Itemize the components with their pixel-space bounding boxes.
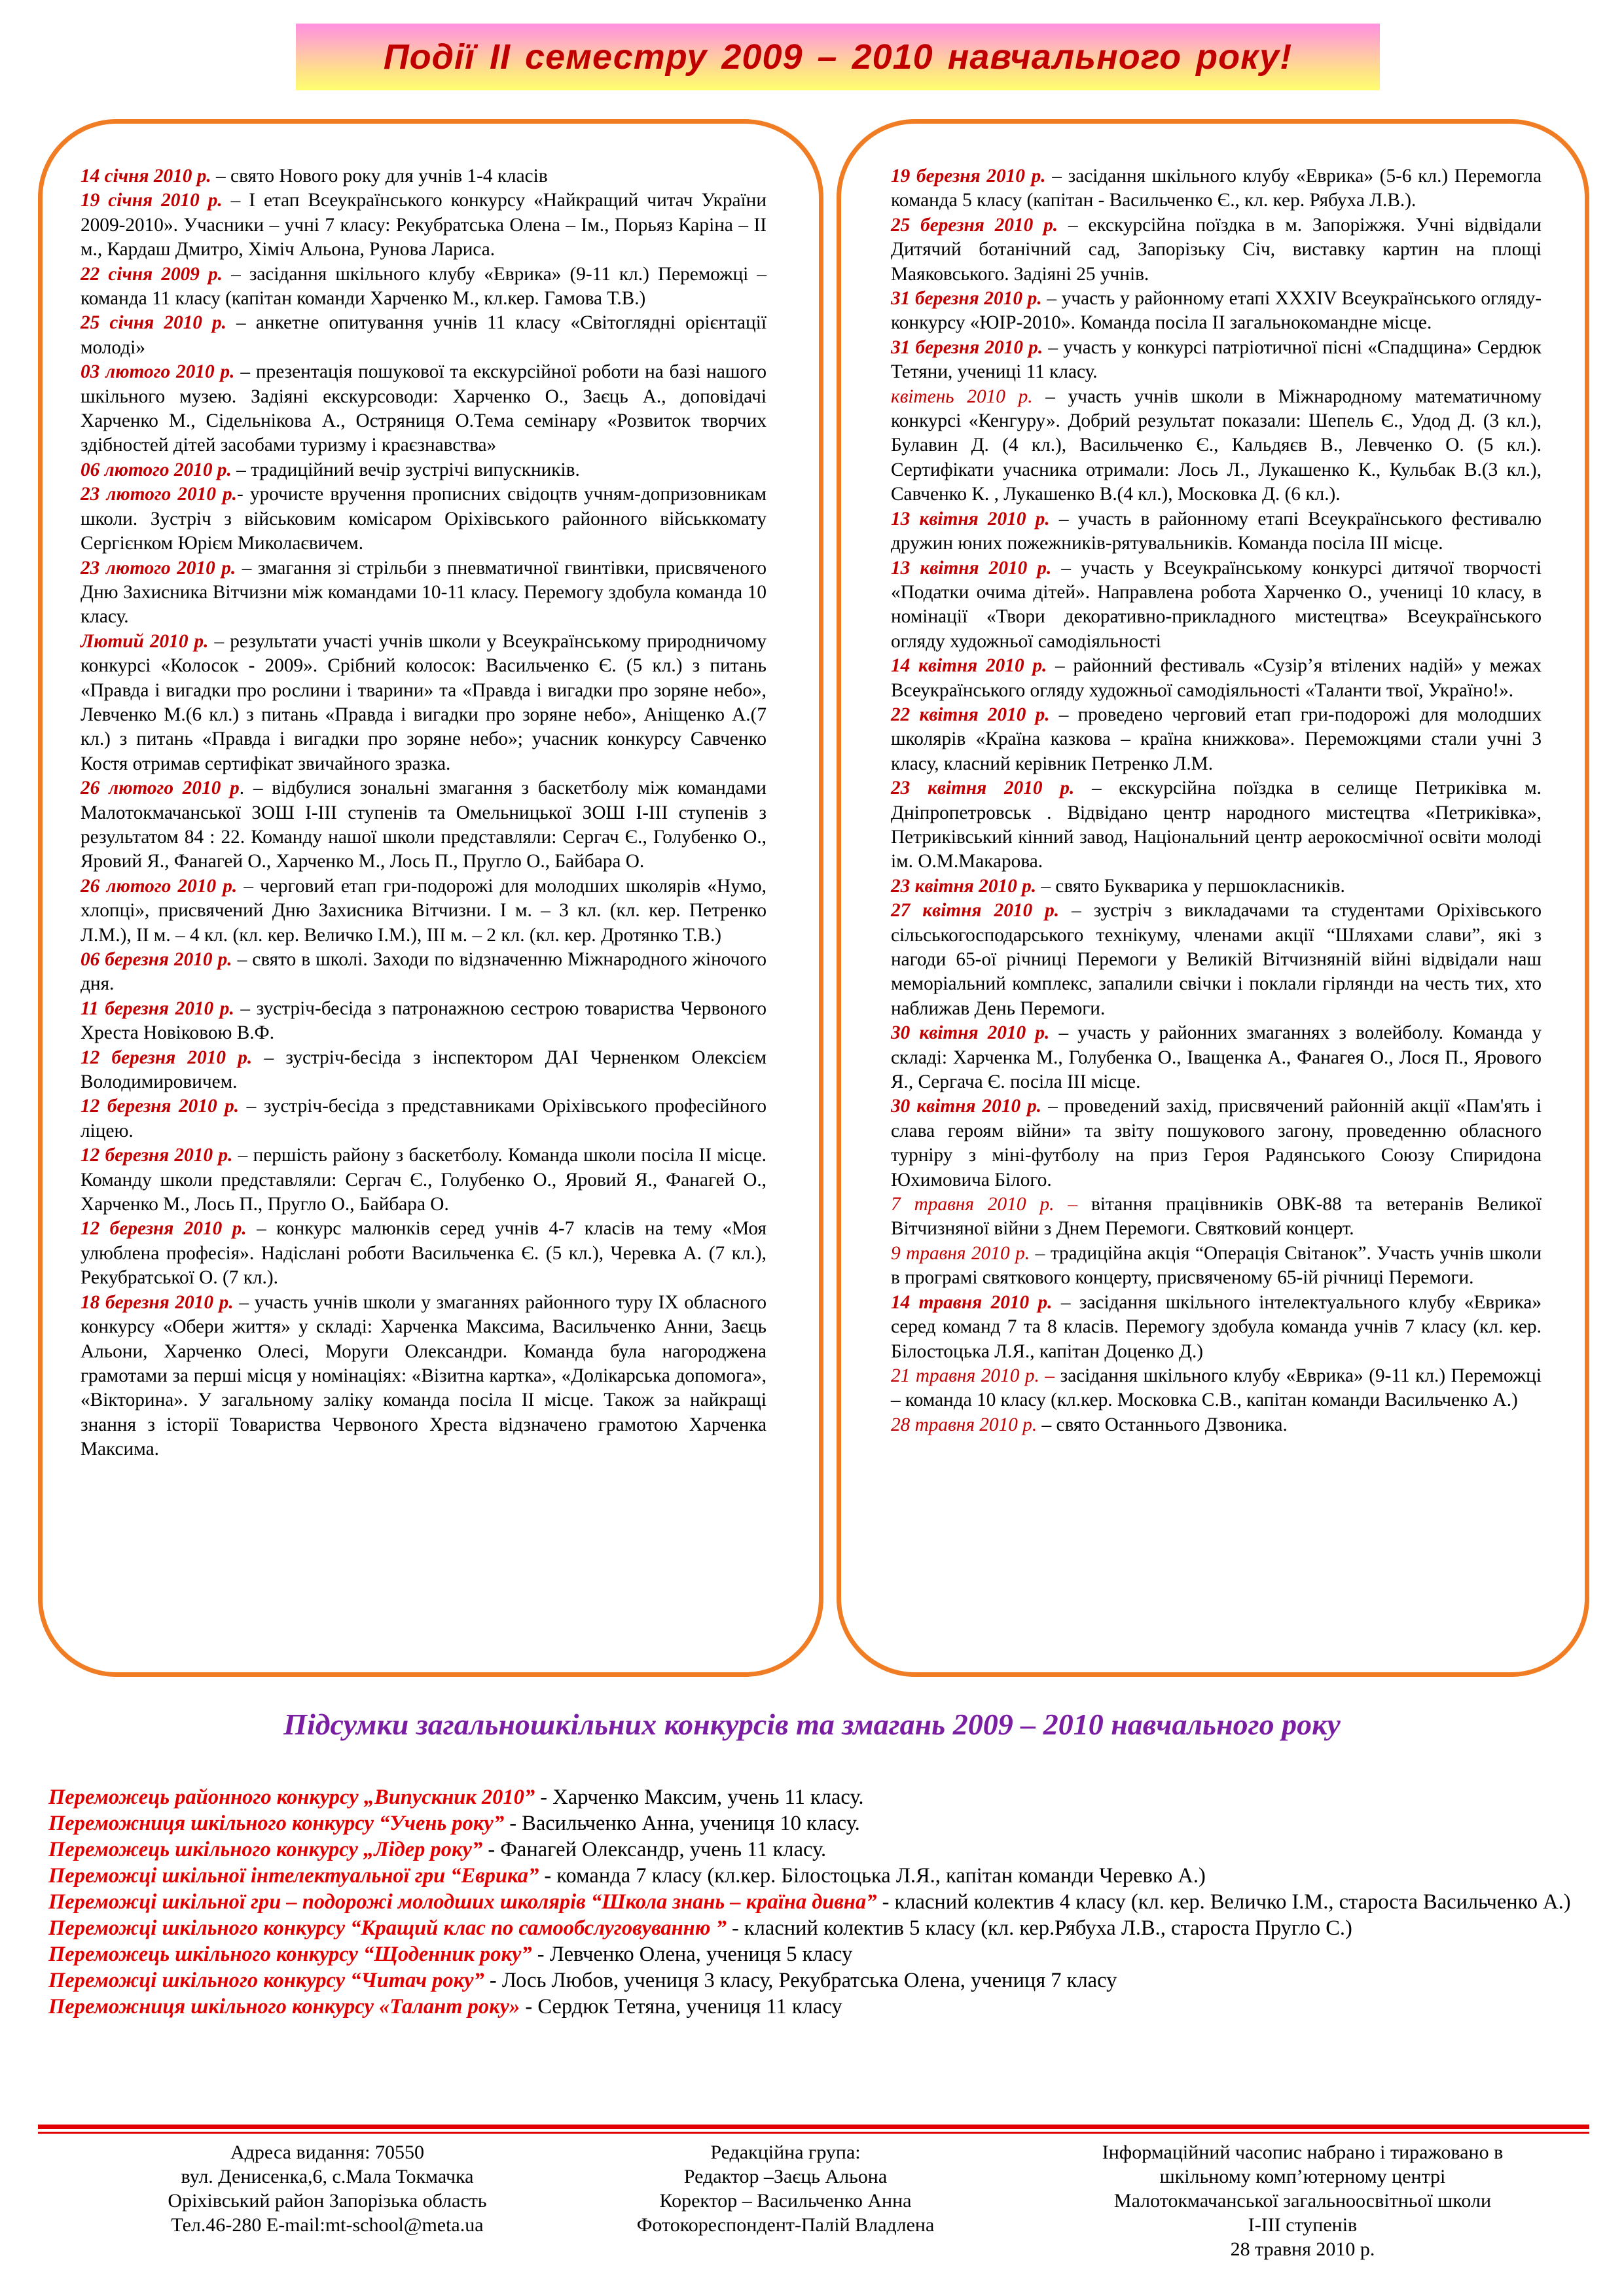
events-left-column xyxy=(38,119,823,1677)
event-date: 12 березня 2010 р. xyxy=(81,1145,233,1166)
event-text: – проведено черговий етап гри-подорожі для молодших школярів «Країна казкова – країна книжкова». Переможцями стали учні 3 класу, класний керівник Петренко Л.М. xyxy=(891,704,1542,774)
result-item xyxy=(48,1941,1580,1967)
event-text: – участь у Всеукраїнському конкурсі дитячої творчості «Податки очима дітей». Направлена робота Харченко О., учениці 10 класу, в номінації «Твори декоративно-прикладного мистецтва» Всеукраїнського огляду художньої самодіяльності xyxy=(891,557,1542,652)
event-text: – презентація пошукової та екскурсійної роботи на базі нашого шкільного музею. Задіяні екскурсоводи: Харченко О., Заєць А., доповідачі Харченко М., Сідельнікова А., Остряниця О.Тема семінару «Розвиток творчих здібностей дітей засобами туризму і краєзнавства» xyxy=(81,361,767,456)
event-text: – конкурс малюнків серед учнів 4-7 класів на тему «Моя улюблена професія». Надіслані роботи Васильченка Є. (5 кл.), Черевка А. (7 кл.), Рекубратської О. (7 кл.). xyxy=(81,1218,767,1289)
event-item xyxy=(891,1364,1542,1413)
event-text: – анкетне опитування учнів 11 класу «Світоглядні орієнтації молоді» xyxy=(81,312,767,358)
event-text: – І етап Всеукраїнського конкурсу «Найкращий читач України 2009-2010». Учасники – учні 7 класу: Рекубратська Олена – Ім., Порьяз Каріна – ІІ м., Кардаш Дмитро, Хіміч Альона, Рунова Лариса. xyxy=(81,190,767,260)
event-item xyxy=(81,311,767,360)
event-date: 21 травня 2010 р. – xyxy=(891,1365,1055,1386)
event-item xyxy=(891,703,1542,776)
event-text: – участь учнів школи в Міжнародному математичному конкурсі «Кенгуру». Добрий результат показали: Шепель Є., Удод Д. (3 кл.), Булавин Д. (4 кл.), Васильченко Є., Кальдяєв В., Левченко О. (5 кл.). Сертифікати учасника отримали: Лось Л., Лукашенко К., Кульбак В.(3 кл.), Савченко К. , Лукашенко В.(4 кл.), Московка Д. (6 кл.). xyxy=(891,386,1542,505)
result-winner: - Фанагей Олександр, учень 11 класу. xyxy=(482,1838,827,1861)
event-item xyxy=(891,1094,1542,1193)
event-text: – свято Букварика у першокласників. xyxy=(1036,875,1345,897)
event-item xyxy=(81,556,767,630)
event-item xyxy=(891,899,1542,1021)
event-text: – засідання шкільного інтелектуального клубу «Еврика» серед команд 7 та 8 класів. Перемогу здобула команда учнів 7 класу (кл. кер. Білостоцька Л.Я., капітан Доценко Д.) xyxy=(891,1291,1542,1362)
events-list-left xyxy=(81,164,767,1462)
event-item xyxy=(891,287,1542,336)
event-item xyxy=(891,336,1542,385)
result-item xyxy=(48,1810,1580,1837)
event-text: – участь у конкурсі патріотичної пісні «Спадщина» Сердюк Тетяни, учениці 11 класу. xyxy=(891,336,1542,383)
result-winner: - Харченко Максим, учень 11 класу. xyxy=(535,1785,864,1809)
event-item xyxy=(891,654,1542,703)
result-contest: Переможці шкільної гри – подорожі молодших школярів “Школа знань – країна дивна” xyxy=(48,1890,877,1914)
event-date: 22 січня 2009 р. xyxy=(81,263,223,285)
result-contest: Переможниця шкільного конкурсу “Учень року” xyxy=(48,1812,505,1835)
result-contest: Переможці шкільної інтелектуальної гри “Еврика” xyxy=(48,1864,539,1888)
event-item xyxy=(891,874,1542,899)
event-text: – зустріч-бесіда з патронажною сестрою товариства Червоного Хреста Новіковою В.Ф. xyxy=(81,997,767,1044)
result-contest: Переможець шкільного конкурсу „Лідер року” xyxy=(48,1838,483,1861)
result-item xyxy=(48,1994,1580,2020)
event-item xyxy=(81,164,767,188)
event-text: – першість району з баскетболу. Команда школи посіла ІІ місце. Команду школи представляли: Сергач Є., Голубенко О., Яровий Я., Фанагей О., Харченко М., Лось П., Пругло О., Байбара О. xyxy=(81,1145,767,1215)
event-item xyxy=(81,997,767,1046)
footer xyxy=(0,2140,1624,2278)
header-banner xyxy=(296,24,1380,90)
event-date: 23 квітня 2010 р. xyxy=(891,875,1037,897)
event-date: 03 лютого 2010 р. xyxy=(81,361,235,383)
result-winner: - Лось Любов, учениця 3 класу, Рекубратська Олена, учениця 7 класу xyxy=(484,1969,1117,1992)
event-item xyxy=(81,776,767,874)
event-date: 30 квітня 2010 р. xyxy=(891,1096,1042,1117)
event-date: 13 квітня 2010 р. xyxy=(891,557,1052,579)
event-date: 23 квітня 2010 р. xyxy=(891,778,1075,799)
event-item xyxy=(81,874,767,948)
event-item xyxy=(81,482,767,556)
event-date: 22 квітня 2010 р. xyxy=(891,704,1050,725)
event-text: – свято в школі. Заходи по відзначенню Міжнародного жіночого дня. xyxy=(81,949,767,995)
footer-info: Інформаційний часопис набрано і тиражовано в шкільному комп’ютерному центрі Малотокмачанської загальноосвітньої школи І-ІІІ ступенів 28 травня 2010 р. xyxy=(1102,2142,1504,2260)
event-date: 31 березня 2010 р. xyxy=(891,288,1042,310)
event-date: 12 березня 2010 р. xyxy=(81,1047,253,1068)
summary-results xyxy=(48,1784,1580,2020)
event-text: – засідання шкільного клубу «Еврика» (9-11 кл.) Переможці – команда 11 класу (капітан команди Харченко М., кл.кер. Гамова Т.В.) xyxy=(81,263,767,310)
event-date: 14 січня 2010 р. xyxy=(81,166,211,187)
event-item xyxy=(891,1242,1542,1291)
result-item xyxy=(48,1837,1580,1863)
event-date: 27 квітня 2010 р. xyxy=(891,900,1060,922)
result-winner: - Васильченко Анна, учениця 10 класу. xyxy=(504,1812,860,1835)
event-item xyxy=(891,385,1542,507)
event-date: 26 лютого 2010 р. xyxy=(81,875,238,897)
event-text: - урочисте вручення прописних свідоцтв учням-допризовникам школи. Зустріч з військовим комісаром Оріхівського районного військкомату Сергієнком Юрієм Миколаєвичем. xyxy=(81,484,767,554)
event-text: – екскурсійна поїздка в селище Петриківка м. Дніпропетровськ . Відвідано центр народного мистецтва «Петриківка», Петриківський кінний завод, Національний центр аерокосмічної освіти молоді ім. О.М.Макарова. xyxy=(891,778,1542,872)
event-text: – проведений захід, присвячений районній акції «Пам'ять і слава героям війни» та звіту пошукового загону, проведенню обласного турніру з міні-футболу на приз Героя Радянського Союзу Спиридона Юхимовича Білого. xyxy=(891,1096,1542,1191)
event-item xyxy=(81,458,767,482)
event-date: 25 березня 2010 р. xyxy=(891,214,1058,236)
event-date: 19 березня 2010 р. xyxy=(891,166,1046,187)
event-date: 13 квітня 2010 р. xyxy=(891,508,1050,529)
event-text: – екскурсійна поїздка в м. Запоріжжя. Учні відвідали Дитячий ботанічний сад, Запорізьку Січ, виставку картин на площі Маяковського. Задіяні 25 учнів. xyxy=(891,214,1542,285)
result-contest: Переможці шкільного конкурсу “Читач року” xyxy=(48,1969,484,1992)
event-item xyxy=(891,213,1542,287)
result-contest: Переможець шкільного конкурсу “Щоденник року” xyxy=(48,1943,532,1966)
events-right-column xyxy=(837,119,1589,1677)
event-text: – участь у районних змаганнях з волейболу. Команда у складі: Харченка М., Голубенка О., Іващенка А., Фанагея О., Лося П., Ярового Я., Сергача Є. посіла ІІІ місце. xyxy=(891,1022,1542,1093)
event-text: – традиційний вечір зустрічі випускників. xyxy=(231,459,580,480)
event-date: 30 квітня 2010 р. xyxy=(891,1022,1050,1044)
event-item xyxy=(891,776,1542,874)
result-winner: - класний колектив 5 класу (кл. кер.Рябуха Л.В., староста Пругло С.) xyxy=(726,1916,1352,1940)
event-date: 23 лютого 2010 р. xyxy=(81,557,236,579)
event-item xyxy=(81,1143,767,1217)
event-text: . – відбулися зональні змагання з баскетболу між командами Малотокмачанської ЗОШ І-ІІІ ступенів та Омельницької ЗОШ І-ІІІ ступенів з результатом 84 : 22. Команду нашої школи представляли: Сергач Є., Голубенко О., Яровий Я., Фанагей О., Харченко М., Лось П., Пругло О., Байбара О. xyxy=(81,778,767,872)
event-date: 06 лютого 2010 р. xyxy=(81,459,232,480)
event-text: – свято Нового року для учнів 1-4 класів xyxy=(211,166,548,187)
event-text: – зустріч з викладачами та студентами Оріхівського сільськогосподарського технікуму, членами акції “Шляхами слави”, які з нагоди 65-ої річниці Перемоги у Великій Вітчизняній війні відвідали наш меморіальний комплекс, запалили свічки і поклали гірлянди на честь тих, хто наближав День Перемоги. xyxy=(891,900,1542,1019)
event-item xyxy=(81,1094,767,1143)
result-item xyxy=(48,1784,1580,1810)
event-text: – черговий етап гри-подорожі для молодших школярів «Нумо, хлопці», присвячений Дню Захисника Вітчизни. І м. – 3 кл. (кл. кер. Петренко Л.М.), ІІ м. – 4 кл. (кл. кер. Величко І.М.), ІІІ м. – 2 кл. (кл. кер. Дротянко Т.В.) xyxy=(81,875,767,946)
result-winner: - класний колектив 4 класу (кл. кер. Величко І.М., староста Васильченко А.) xyxy=(876,1890,1571,1914)
event-date: 12 березня 2010 р. xyxy=(81,1096,240,1117)
event-item xyxy=(81,188,767,262)
event-text: – змагання зі стрільби з пневматичної гвинтівки, присвяченого Дню Захисника Вітчизни між командами 10-11 класу. Перемогу здобула команда 10 класу. xyxy=(81,557,767,628)
event-item xyxy=(81,1291,767,1462)
event-date: 23 лютого 2010 р. xyxy=(81,484,238,505)
event-item xyxy=(81,360,767,458)
events-list-right xyxy=(891,164,1542,1437)
event-date: 28 травня 2010 р. xyxy=(891,1414,1038,1435)
result-winner: - команда 7 класу (кл.кер. Білостоцька Л.Я., капітан команди Черевко А.) xyxy=(539,1864,1206,1888)
footer-divider-thin xyxy=(38,2132,1589,2134)
event-text: – засідання шкільного клубу «Еврика» (5-6 кл.) Перемогла команда 5 класу (капітан - Васильченко Є., кл. кер. Рябуха Л.В.). xyxy=(891,166,1542,211)
event-item xyxy=(891,164,1542,213)
footer-address: Адреса видання: 70550 вул. Денисенка,6, с.Мала Токмачка Оріхівський район Запорізька область Тел.46-280 E-mail:mt-school@meta.ua xyxy=(168,2142,487,2236)
event-date: Лютий 2010 р. xyxy=(81,630,209,652)
event-item xyxy=(81,948,767,997)
event-item xyxy=(81,630,767,776)
footer-divider xyxy=(38,2125,1589,2129)
event-text: – традиційна акція “Операція Світанок”. Участь учнів школи в програмі святкового концерту, присвяченому 65-ій річниці Перемоги. xyxy=(891,1242,1542,1289)
event-date: 14 квітня 2010 р. xyxy=(891,655,1047,677)
result-winner: - Левченко Олена, учениця 5 класу xyxy=(532,1943,853,1966)
event-date: 25 січня 2010 р. xyxy=(81,312,226,334)
event-text: – районний фестиваль «Сузір’я втілених надій» у межах Всеукраїнського огляду художньої самодіяльності «Таланти твої, Україно!». xyxy=(891,655,1542,701)
result-item xyxy=(48,1863,1580,1889)
event-text: – зустріч-бесіда з представниками Оріхівського професійного ліцею. xyxy=(81,1096,767,1141)
event-text: – зустріч-бесіда з інспектором ДАІ Черненком Олексієм Володимировичем. xyxy=(81,1047,767,1093)
event-date: 06 березня 2010 р. xyxy=(81,949,232,970)
page-title: Події ІІ семестру 2009 – 2010 навчального року! xyxy=(383,37,1293,77)
event-item xyxy=(891,1021,1542,1094)
footer-editorial: Редакційна група: Редактор –Заєць Альона Коректор – Васильченко Анна Фотокореспондент-Палій Владлена xyxy=(636,2142,935,2236)
event-text: вітання працівників ОВК-88 та ветеранів Великої Вітчизняної війни з Днем Перемоги. Святковий концерт. xyxy=(891,1194,1542,1240)
event-text: засідання шкільного клубу «Еврика» (9-11 кл.) Переможці – команда 10 класу (кл.кер. Московка С.В., капітан команди Васильченко А.) xyxy=(891,1365,1542,1411)
event-date: 19 січня 2010 р. xyxy=(81,190,223,211)
event-item xyxy=(891,1193,1542,1242)
event-item xyxy=(81,1046,767,1095)
event-date: 12 березня 2010 р. xyxy=(81,1218,247,1240)
event-date: 26 лютого 2010 р xyxy=(81,778,240,799)
event-item xyxy=(81,262,767,312)
event-date: квітень 2010 р. xyxy=(891,386,1033,407)
event-date: 9 травня 2010 р. xyxy=(891,1242,1030,1264)
event-item xyxy=(81,1217,767,1290)
event-item xyxy=(891,507,1542,556)
event-text: – результати участі учнів школи у Всеукраїнському природничому конкурсі «Колосок - 2009». Срібний колосок: Васильченко Є. (5 кл.) з питань «Правда і вигадки про рослини і тварини» та «Правда і вигадки про зоряне небо», Левченко М.(6 кл.) з питань «Правда і вигадки про зоряне небо», Аніщенко А.(7 кл.) з питань «Правда і вигадки про зоряне небо»; учасник конкурсу Савченко Костя отримав сертифікат звичайного зразка. xyxy=(81,630,767,774)
result-winner: - Сердюк Тетяна, учениця 11 класу xyxy=(520,1995,842,2018)
result-item xyxy=(48,1889,1580,1915)
event-item xyxy=(891,1291,1542,1364)
result-item xyxy=(48,1967,1580,1994)
event-date: 7 травня 2010 р. – xyxy=(891,1194,1078,1215)
event-item xyxy=(891,1413,1542,1437)
result-item xyxy=(48,1915,1580,1941)
event-date: 11 березня 2010 р. xyxy=(81,997,234,1019)
event-text: – участь учнів школи у змаганнях районного туру ІХ обласного конкурсу «Обери життя» у складі: Харченка Максима, Васильченко Анни, Заєць Альони, Харченко Олесі, Моруги Олександри. Команда була нагороджена грамотами за перші місця у номінаціях: «Візитна картка», «Долікарська допомога», «Вікторина». У загальному заліку команда посіла ІІ місце. Також за найкращі знання з історії Товариства Червоного Хреста відзначено грамотою Харченка Максима. xyxy=(81,1291,767,1460)
event-item xyxy=(891,556,1542,655)
event-text: – участь в районному етапі Всеукраїнського фестивалю дружин юних пожежників-рятувальників. Команда посіла ІІІ місце. xyxy=(891,508,1542,554)
result-contest: Переможниця шкільного конкурсу «Талант року» xyxy=(48,1995,520,2018)
event-date: 31 березня 2010 р. xyxy=(891,336,1043,358)
result-contest: Переможці шкільного конкурсу “Кращий клас по самообслуговуванню ” xyxy=(48,1916,727,1940)
event-text: – свято Останнього Дзвоника. xyxy=(1037,1414,1288,1435)
event-date: 14 травня 2010 р. xyxy=(891,1291,1053,1313)
event-date: 18 березня 2010 р. xyxy=(81,1291,234,1313)
event-text: – участь у районному етапі ХХХІV Всеукраїнського огляду-конкурсу «ЮІР-2010». Команда посіла ІІ загальнокомандне місце. xyxy=(891,288,1542,334)
result-contest: Переможець районного конкурсу „Випускник 2010” xyxy=(48,1785,535,1809)
summary-title: Підсумки загальношкільних конкурсів та змагань 2009 – 2010 навчального року xyxy=(283,1708,1341,1741)
